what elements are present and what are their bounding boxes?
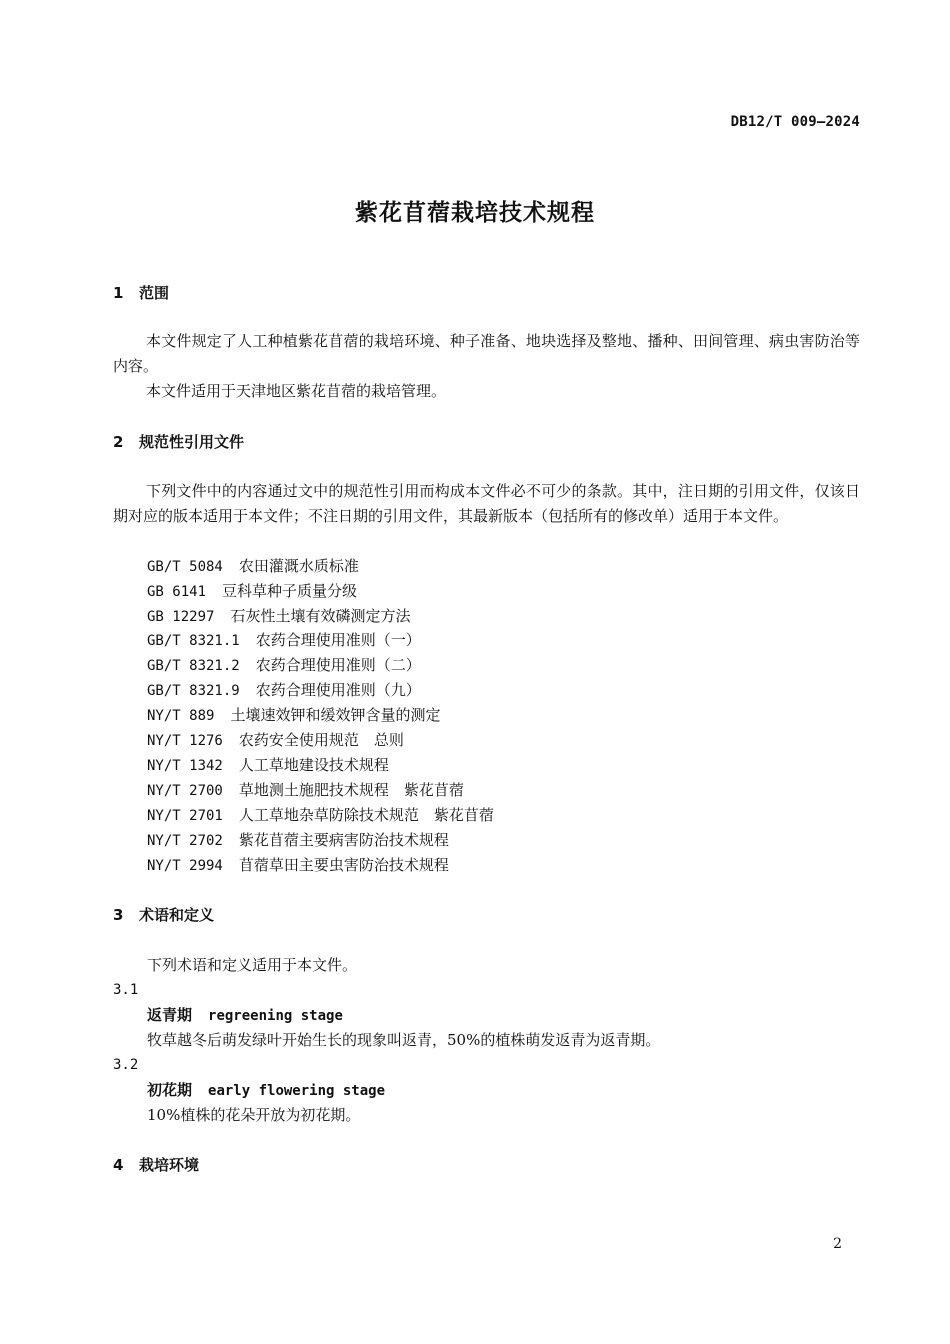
section-heading-normative-references bbox=[113, 432, 244, 452]
reference-item bbox=[147, 830, 449, 851]
reference-item bbox=[147, 730, 404, 751]
page-number: 2 bbox=[833, 1236, 842, 1252]
term-heading bbox=[147, 1005, 343, 1026]
reference-code: NY/T 1342 bbox=[147, 758, 223, 774]
reference-name: 农田灌溉水质标准 bbox=[238, 557, 359, 575]
section-heading-environment bbox=[113, 1155, 199, 1175]
reference-name: 石灰性土壤有效磷测定方法 bbox=[230, 607, 411, 625]
scope-paragraph-2: 本文件适用于天津地区紫花苜蓿的栽培管理。 bbox=[146, 382, 447, 400]
reference-code: NY/T 1276 bbox=[147, 733, 223, 749]
reference-code: NY/T 2994 bbox=[147, 858, 223, 874]
section-heading-terms bbox=[113, 905, 214, 925]
section-heading-scope bbox=[113, 283, 169, 303]
reference-name: 草地测土施肥技术规程 紫花苜蓿 bbox=[238, 781, 464, 799]
reference-item bbox=[147, 606, 410, 627]
term-zh: 初花期 bbox=[147, 1081, 193, 1099]
reference-code: NY/T 2702 bbox=[147, 833, 223, 849]
term-definition: 牧草越冬后萌发绿叶开始生长的现象叫返青，50%的植株萌发返青为返青期。 bbox=[147, 1031, 661, 1049]
reference-name: 苜蓿草田主要虫害防治技术规程 bbox=[238, 856, 449, 874]
reference-code: NY/T 889 bbox=[147, 708, 215, 724]
reference-code: NY/T 2701 bbox=[147, 808, 223, 824]
term-number: 3.2 bbox=[113, 1057, 139, 1073]
reference-item bbox=[147, 855, 449, 876]
reference-name: 紫花苜蓿主要病害防治技术规程 bbox=[238, 831, 449, 849]
section-number: 3 bbox=[113, 906, 124, 924]
term-heading bbox=[147, 1080, 385, 1101]
reference-code: GB/T 8321.2 bbox=[147, 658, 240, 674]
reference-item bbox=[147, 680, 421, 701]
reference-code: NY/T 2700 bbox=[147, 783, 223, 799]
reference-name: 人工草地建设技术规程 bbox=[238, 756, 389, 774]
reference-code: GB/T 8321.9 bbox=[147, 683, 240, 699]
reference-item bbox=[147, 630, 421, 651]
reference-code: GB 6141 bbox=[147, 584, 207, 600]
scope-paragraph-1: 本文件规定了人工种植紫花苜蓿的栽培环境、种子准备、地块选择及整地、播种、田间管理、病虫害防治等内容。 bbox=[113, 332, 860, 375]
reference-item bbox=[147, 805, 494, 826]
term-zh: 返青期 bbox=[147, 1006, 193, 1024]
section-title: 术语和定义 bbox=[139, 906, 215, 924]
reference-name: 人工草地杂草防除技术规范 紫花苜蓿 bbox=[238, 806, 494, 824]
reference-name: 豆科草种子质量分级 bbox=[222, 582, 358, 600]
section-number: 4 bbox=[113, 1156, 124, 1174]
reference-item bbox=[147, 556, 359, 577]
term-en: regreening stage bbox=[208, 1008, 343, 1024]
term-number: 3.1 bbox=[113, 982, 139, 998]
reference-item bbox=[147, 581, 357, 602]
reference-name: 农药合理使用准则（九） bbox=[255, 681, 421, 699]
reference-item bbox=[147, 705, 440, 726]
reference-code: GB 12297 bbox=[147, 609, 215, 625]
reference-name: 农药合理使用准则（一） bbox=[255, 631, 421, 649]
document-title: 紫花苜蓿栽培技术规程 bbox=[355, 200, 595, 226]
reference-item bbox=[147, 780, 464, 801]
reference-code: GB/T 8321.1 bbox=[147, 633, 240, 649]
section-title: 范围 bbox=[139, 284, 170, 302]
reference-item bbox=[147, 755, 389, 776]
terms-intro: 下列术语和定义适用于本文件。 bbox=[147, 956, 358, 974]
standard-code: DB12/T 009—2024 bbox=[730, 114, 860, 130]
term-definition: 10%植株的花朵开放为初花期。 bbox=[147, 1106, 361, 1124]
section-title: 规范性引用文件 bbox=[139, 433, 245, 451]
section-number: 2 bbox=[113, 433, 124, 451]
reference-name: 农药安全使用规范 总则 bbox=[238, 731, 404, 749]
reference-item bbox=[147, 655, 421, 676]
references-intro-paragraph: 下列文件中的内容通过文中的规范性引用而构成本文件必不可少的条款。其中，注日期的引用文件，仅该日期对应的版本适用于本文件；不注日期的引用文件，其最新版本（包括所有的修改单）适用于本文件。 bbox=[113, 482, 860, 525]
reference-code: GB/T 5084 bbox=[147, 559, 223, 575]
term-en: early flowering stage bbox=[208, 1083, 386, 1099]
reference-name: 土壤速效钾和缓效钾含量的测定 bbox=[230, 706, 441, 724]
section-title: 栽培环境 bbox=[139, 1156, 200, 1174]
reference-name: 农药合理使用准则（二） bbox=[255, 656, 421, 674]
section-number: 1 bbox=[113, 284, 124, 302]
